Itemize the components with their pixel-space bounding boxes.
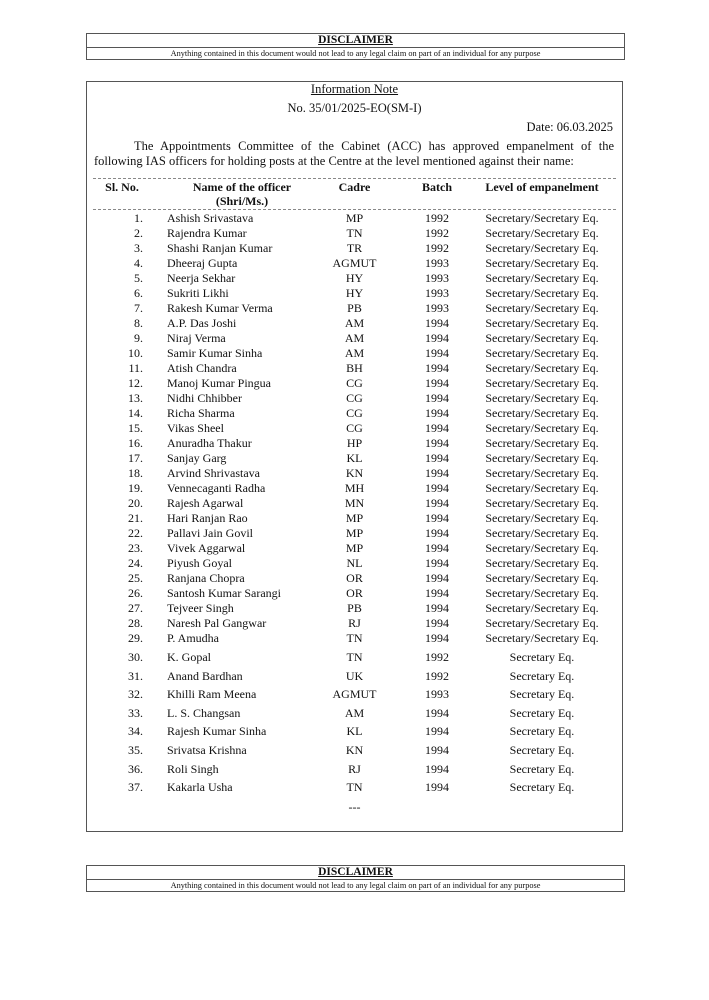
cell-sl: 14. xyxy=(128,406,143,420)
cell-sl: 7. xyxy=(134,301,143,315)
cell-batch: 1994 xyxy=(425,724,449,739)
end-mark: --- xyxy=(348,800,361,814)
cell-batch: 1994 xyxy=(425,421,449,435)
cell-batch: 1994 xyxy=(425,406,449,420)
cell-sl: 30. xyxy=(128,650,143,664)
table-header-rule xyxy=(93,209,616,210)
cell-name: Vikas Sheel xyxy=(167,421,224,435)
header-level: Level of empanelment xyxy=(485,180,599,194)
header-name xyxy=(167,180,317,208)
header-batch: Batch xyxy=(422,180,452,194)
cell-cadre: PB xyxy=(347,301,362,315)
cell-level: Secretary/Secretary Eq. xyxy=(485,271,599,285)
cell-level: Secretary/Secretary Eq. xyxy=(485,451,599,465)
cell-cadre: AGMUT xyxy=(332,256,377,270)
cell-name: Samir Kumar Sinha xyxy=(167,346,263,360)
cell-sl: 3. xyxy=(134,241,143,255)
cell-name: Niraj Verma xyxy=(167,331,226,345)
cell-sl: 1. xyxy=(134,211,143,225)
cell-sl: 37. xyxy=(128,780,143,795)
cell-batch: 1994 xyxy=(425,466,449,480)
cell-cadre: AM xyxy=(344,331,365,345)
cell-batch: 1994 xyxy=(425,780,449,795)
note-number: No. 35/01/2025-EO(SM-I) xyxy=(287,101,422,115)
cell-level: Secretary Eq. xyxy=(509,687,575,702)
cell-sl: 19. xyxy=(128,481,143,495)
cell-batch: 1993 xyxy=(425,286,449,300)
cell-cadre: OR xyxy=(346,586,363,600)
cell-cadre: TR xyxy=(346,241,363,255)
cell-batch: 1994 xyxy=(425,511,449,525)
cell-batch: 1992 xyxy=(425,241,449,255)
cell-batch: 1994 xyxy=(425,481,449,495)
cell-cadre: RJ xyxy=(348,761,361,776)
cell-sl: 4. xyxy=(134,256,143,270)
cell-level: Secretary/Secretary Eq. xyxy=(485,301,599,315)
cell-name: Anuradha Thakur xyxy=(167,436,252,450)
cell-sl: 36. xyxy=(128,761,143,776)
cell-batch: 1994 xyxy=(425,571,449,585)
cell-batch: 1994 xyxy=(425,743,449,757)
header-name-line1: Name of the officer xyxy=(192,180,292,194)
cell-level: Secretary/Secretary Eq. xyxy=(485,511,599,525)
cell-sl: 25. xyxy=(128,571,143,585)
cell-batch: 1994 xyxy=(425,761,449,776)
cell-level: Secretary/Secretary Eq. xyxy=(485,526,599,540)
cell-sl: 32. xyxy=(128,687,143,702)
cell-cadre: CG xyxy=(346,406,363,420)
header-cadre: Cadre xyxy=(338,180,371,194)
cell-level: Secretary/Secretary Eq. xyxy=(485,601,599,615)
cell-sl: 15. xyxy=(128,421,143,435)
cell-sl: 8. xyxy=(134,316,143,330)
cell-level: Secretary/Secretary Eq. xyxy=(485,256,599,270)
cell-cadre: KL xyxy=(346,451,363,465)
cell-name: Anand Bardhan xyxy=(167,668,243,683)
header-sl-no: Sl. No. xyxy=(105,180,139,194)
cell-name: Arvind Shrivastava xyxy=(167,466,260,480)
cell-cadre: HY xyxy=(345,286,364,300)
cell-cadre: KN xyxy=(345,466,364,480)
cell-name: Atish Chandra xyxy=(167,361,237,375)
cell-batch: 1994 xyxy=(425,541,449,555)
cell-cadre: NL xyxy=(346,556,363,570)
information-note xyxy=(86,81,623,832)
cell-name: Vivek Aggarwal xyxy=(167,541,246,555)
cell-name: Ranjana Chopra xyxy=(167,571,245,585)
cell-name: Piyush Goyal xyxy=(167,556,233,570)
cell-level: Secretary/Secretary Eq. xyxy=(485,316,599,330)
disclaimer-bottom xyxy=(86,865,625,892)
cell-sl: 11. xyxy=(128,361,143,375)
cell-cadre: TN xyxy=(346,631,363,645)
cell-name: Vennecaganti Radha xyxy=(167,481,266,495)
cell-cadre: AGMUT xyxy=(332,687,377,702)
cell-level: Secretary Eq. xyxy=(509,668,575,683)
cell-batch: 1993 xyxy=(425,687,449,702)
cell-cadre: KL xyxy=(346,724,363,739)
cell-sl: 21. xyxy=(128,511,143,525)
cell-name: Pallavi Jain Govil xyxy=(167,526,253,540)
cell-level: Secretary/Secretary Eq. xyxy=(485,211,599,225)
cell-cadre: MH xyxy=(344,481,365,495)
cell-cadre: OR xyxy=(346,571,363,585)
cell-name: Rajesh Kumar Sinha xyxy=(167,724,267,739)
cell-batch: 1992 xyxy=(425,650,449,664)
cell-name: Manoj Kumar Pingua xyxy=(167,376,271,390)
cell-sl: 12. xyxy=(128,376,143,390)
cell-name: Kakarla Usha xyxy=(167,780,233,795)
cell-name: Tejveer Singh xyxy=(167,601,234,615)
cell-cadre: AM xyxy=(344,705,365,720)
cell-sl: 5. xyxy=(134,271,143,285)
cell-sl: 10. xyxy=(128,346,143,360)
header-name-line2: (Shri/Ms.) xyxy=(215,194,269,208)
cell-sl: 23. xyxy=(128,541,143,555)
cell-level: Secretary/Secretary Eq. xyxy=(485,331,599,345)
cell-level: Secretary/Secretary Eq. xyxy=(485,571,599,585)
cell-name: Sanjay Garg xyxy=(167,451,227,465)
cell-batch: 1994 xyxy=(425,586,449,600)
cell-sl: 27. xyxy=(128,601,143,615)
cell-batch: 1994 xyxy=(425,391,449,405)
cell-sl: 17. xyxy=(128,451,143,465)
cell-cadre: KN xyxy=(345,743,364,757)
cell-cadre: MP xyxy=(345,211,364,225)
cell-cadre: AM xyxy=(344,346,365,360)
cell-name: Hari Ranjan Rao xyxy=(167,511,248,525)
cell-name: Neerja Sekhar xyxy=(167,271,236,285)
cell-sl: 2. xyxy=(134,226,143,240)
cell-sl: 9. xyxy=(134,331,143,345)
cell-name: Roli Singh xyxy=(167,761,219,776)
cell-level: Secretary/Secretary Eq. xyxy=(485,541,599,555)
cell-sl: 28. xyxy=(128,616,143,630)
cell-name: Rajendra Kumar xyxy=(167,226,247,240)
cell-cadre: MN xyxy=(344,496,365,510)
cell-level: Secretary/Secretary Eq. xyxy=(485,346,599,360)
cell-cadre: UK xyxy=(345,668,364,683)
cell-name: Santosh Kumar Sarangi xyxy=(167,586,281,600)
cell-name: K. Gopal xyxy=(167,650,211,664)
cell-batch: 1994 xyxy=(425,616,449,630)
cell-cadre: RJ xyxy=(348,616,361,630)
cell-level: Secretary/Secretary Eq. xyxy=(485,556,599,570)
cell-batch: 1994 xyxy=(425,361,449,375)
cell-cadre: AM xyxy=(344,316,365,330)
cell-level: Secretary/Secretary Eq. xyxy=(485,631,599,645)
cell-sl: 26. xyxy=(128,586,143,600)
cell-level: Secretary/Secretary Eq. xyxy=(485,226,599,240)
cell-name: Rakesh Kumar Verma xyxy=(167,301,273,315)
cell-cadre: PB xyxy=(347,601,362,615)
cell-batch: 1994 xyxy=(425,376,449,390)
cell-name: Rajesh Agarwal xyxy=(167,496,244,510)
cell-cadre: CG xyxy=(346,391,363,405)
cell-batch: 1994 xyxy=(425,331,449,345)
cell-sl: 24. xyxy=(128,556,143,570)
cell-level: Secretary/Secretary Eq. xyxy=(485,421,599,435)
cell-batch: 1994 xyxy=(425,631,449,645)
disclaimer-text: Anything contained in this document would not lead to any legal claim on part of an individual for any purpose xyxy=(170,881,541,890)
disclaimer-title: DISCLAIMER xyxy=(87,34,624,48)
cell-level: Secretary/Secretary Eq. xyxy=(485,376,599,390)
cell-level: Secretary Eq. xyxy=(509,761,575,776)
cell-sl: 6. xyxy=(134,286,143,300)
cell-batch: 1994 xyxy=(425,436,449,450)
cell-sl: 29. xyxy=(128,631,143,645)
cell-cadre: MP xyxy=(345,541,364,555)
cell-batch: 1994 xyxy=(425,316,449,330)
disclaimer-title: DISCLAIMER xyxy=(87,866,624,880)
note-date: Date: 06.03.2025 xyxy=(526,120,613,134)
cell-sl: 16. xyxy=(128,436,143,450)
cell-name: Ashish Srivastava xyxy=(167,211,254,225)
cell-cadre: CG xyxy=(346,376,363,390)
cell-cadre: MP xyxy=(345,526,364,540)
cell-level: Secretary/Secretary Eq. xyxy=(485,616,599,630)
disclaimer-text: Anything contained in this document would not lead to any legal claim on part of an individual for any purpose xyxy=(170,49,541,58)
cell-level: Secretary/Secretary Eq. xyxy=(485,241,599,255)
cell-batch: 1992 xyxy=(425,668,449,683)
cell-level: Secretary Eq. xyxy=(509,650,575,664)
cell-batch: 1993 xyxy=(425,271,449,285)
cell-level: Secretary/Secretary Eq. xyxy=(485,406,599,420)
cell-level: Secretary Eq. xyxy=(509,705,575,720)
cell-name: P. Amudha xyxy=(167,631,220,645)
note-paragraph: The Appointments Committee of the Cabinet (ACC) has approved empanelment of the following IAS officers for holding posts at the Centre at the level mentioned against their name: xyxy=(94,139,614,168)
cell-batch: 1994 xyxy=(425,346,449,360)
cell-sl: 13. xyxy=(128,391,143,405)
cell-name: Shashi Ranjan Kumar xyxy=(167,241,273,255)
cell-cadre: BH xyxy=(346,361,363,375)
cell-name: Richa Sharma xyxy=(167,406,235,420)
cell-batch: 1994 xyxy=(425,496,449,510)
cell-name: Nidhi Chhibber xyxy=(167,391,242,405)
note-title: Information Note xyxy=(310,82,399,96)
cell-batch: 1994 xyxy=(425,526,449,540)
cell-cadre: MP xyxy=(345,511,364,525)
cell-level: Secretary Eq. xyxy=(509,743,575,757)
cell-level: Secretary/Secretary Eq. xyxy=(485,481,599,495)
cell-batch: 1994 xyxy=(425,705,449,720)
cell-batch: 1992 xyxy=(425,211,449,225)
table-top-rule xyxy=(93,178,616,179)
cell-level: Secretary/Secretary Eq. xyxy=(485,361,599,375)
cell-name: Srivatsa Krishna xyxy=(167,743,247,757)
cell-level: Secretary Eq. xyxy=(509,724,575,739)
cell-sl: 33. xyxy=(128,705,143,720)
cell-batch: 1994 xyxy=(425,601,449,615)
cell-cadre: HP xyxy=(346,436,363,450)
cell-name: A.P. Das Joshi xyxy=(167,316,237,330)
cell-cadre: TN xyxy=(346,780,363,795)
cell-level: Secretary Eq. xyxy=(509,780,575,795)
cell-batch: 1994 xyxy=(425,451,449,465)
cell-level: Secretary/Secretary Eq. xyxy=(485,436,599,450)
cell-sl: 22. xyxy=(128,526,143,540)
cell-batch: 1993 xyxy=(425,256,449,270)
cell-name: Naresh Pal Gangwar xyxy=(167,616,267,630)
cell-level: Secretary/Secretary Eq. xyxy=(485,496,599,510)
cell-cadre: CG xyxy=(346,421,363,435)
cell-sl: 34. xyxy=(128,724,143,739)
cell-sl: 35. xyxy=(128,743,143,757)
cell-name: Dheeraj Gupta xyxy=(167,256,238,270)
cell-sl: 18. xyxy=(128,466,143,480)
disclaimer-top xyxy=(86,33,625,60)
cell-level: Secretary/Secretary Eq. xyxy=(485,586,599,600)
cell-level: Secretary/Secretary Eq. xyxy=(485,391,599,405)
cell-sl: 20. xyxy=(128,496,143,510)
cell-sl: 31. xyxy=(128,668,143,683)
cell-name: L. S. Changsan xyxy=(167,705,241,720)
cell-level: Secretary/Secretary Eq. xyxy=(485,466,599,480)
cell-level: Secretary/Secretary Eq. xyxy=(485,286,599,300)
cell-cadre: HY xyxy=(345,271,364,285)
cell-batch: 1992 xyxy=(425,226,449,240)
cell-batch: 1993 xyxy=(425,301,449,315)
cell-name: Sukriti Likhi xyxy=(167,286,229,300)
cell-cadre: TN xyxy=(346,226,363,240)
cell-name: Khilli Ram Meena xyxy=(167,687,257,702)
cell-cadre: TN xyxy=(346,650,363,664)
cell-batch: 1994 xyxy=(425,556,449,570)
